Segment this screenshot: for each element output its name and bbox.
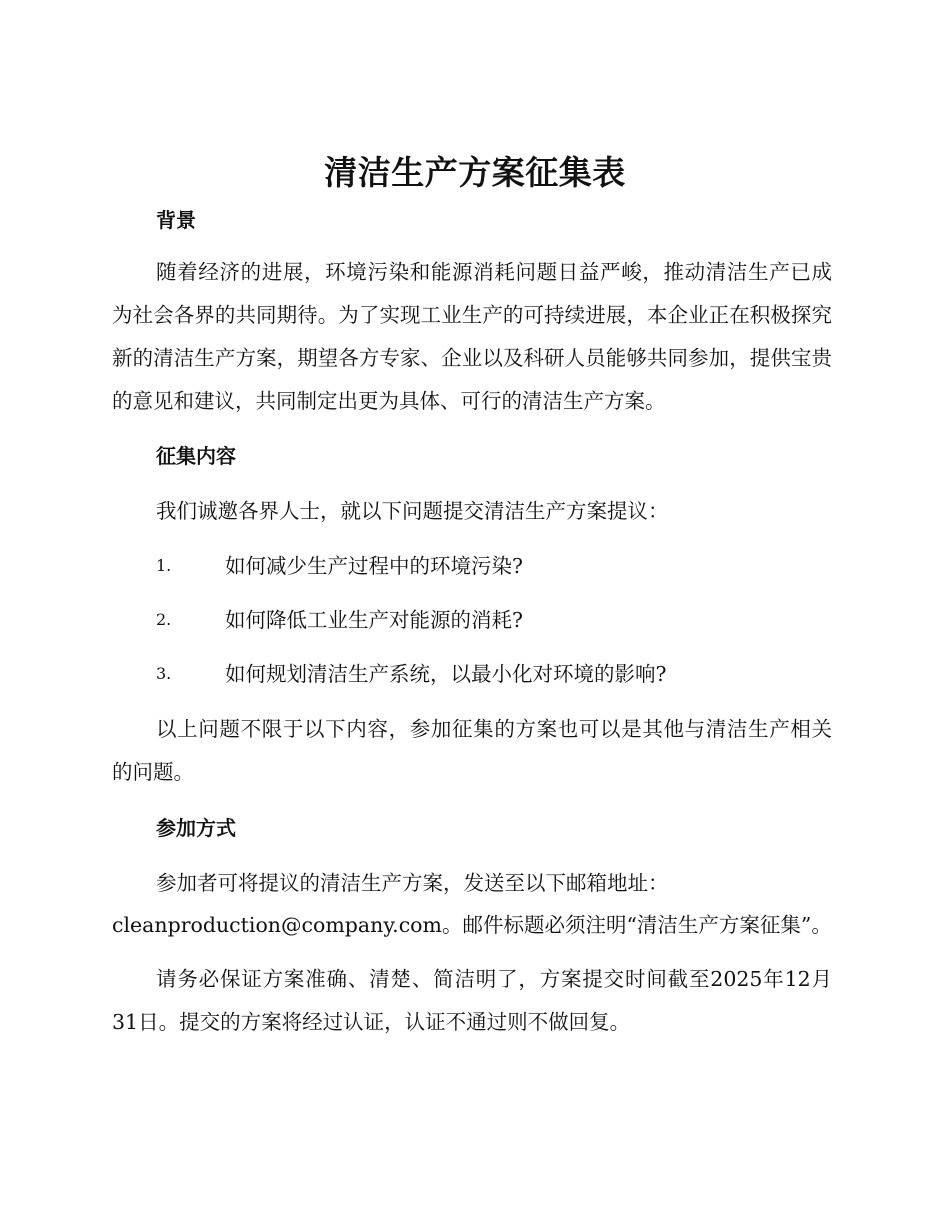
content-note: 以上问题不限于以下内容，参加征集的方案也可以是其他与清洁生产相关的问题。 [112, 717, 832, 784]
participation-email-line: cleanproduction@company.com。邮件标题必须注明“清洁生产方案征集”。 [112, 913, 832, 937]
section-heading-participation: 参加方式 [156, 816, 236, 840]
list-item-text: 如何减少生产过程中的环境污染? [225, 554, 523, 578]
document-title: 清洁生产方案征集表 [324, 153, 626, 192]
background-paragraph: 随着经济的进展，环境污染和能源消耗问题日益严峻，推动清洁生产已成为社会各界的共同期待。为了实现工业生产的可持续进展，本企业正在积极探究新的清洁生产方案，期望各方专家、企业以及科研人员能够共同参加，提供宝贵的意见和建议，共同制定出更为具体、可行的清洁生产方案。 [112, 260, 832, 413]
section-heading-background: 背景 [156, 208, 196, 232]
content-intro: 我们诚邀各界人士，就以下问题提交清洁生产方案提议： [156, 499, 669, 523]
list-item-number: 2. [156, 610, 172, 629]
list-item-number: 3. [156, 664, 172, 683]
participation-line-1: 参加者可将提议的清洁生产方案，发送至以下邮箱地址： [156, 871, 669, 895]
section-heading-content: 征集内容 [156, 444, 236, 468]
list-item-text: 如何降低工业生产对能源的消耗? [225, 608, 523, 632]
list-item-number: 1. [156, 556, 172, 575]
deadline-paragraph: 请务必保证方案准确、清楚、简洁明了，方案提交时间截至2025年12月31日。提交的方案将经过认证，认证不通过则不做回复。 [112, 967, 832, 1034]
list-item-text: 如何规划清洁生产系统，以最小化对环境的影响? [225, 662, 667, 686]
